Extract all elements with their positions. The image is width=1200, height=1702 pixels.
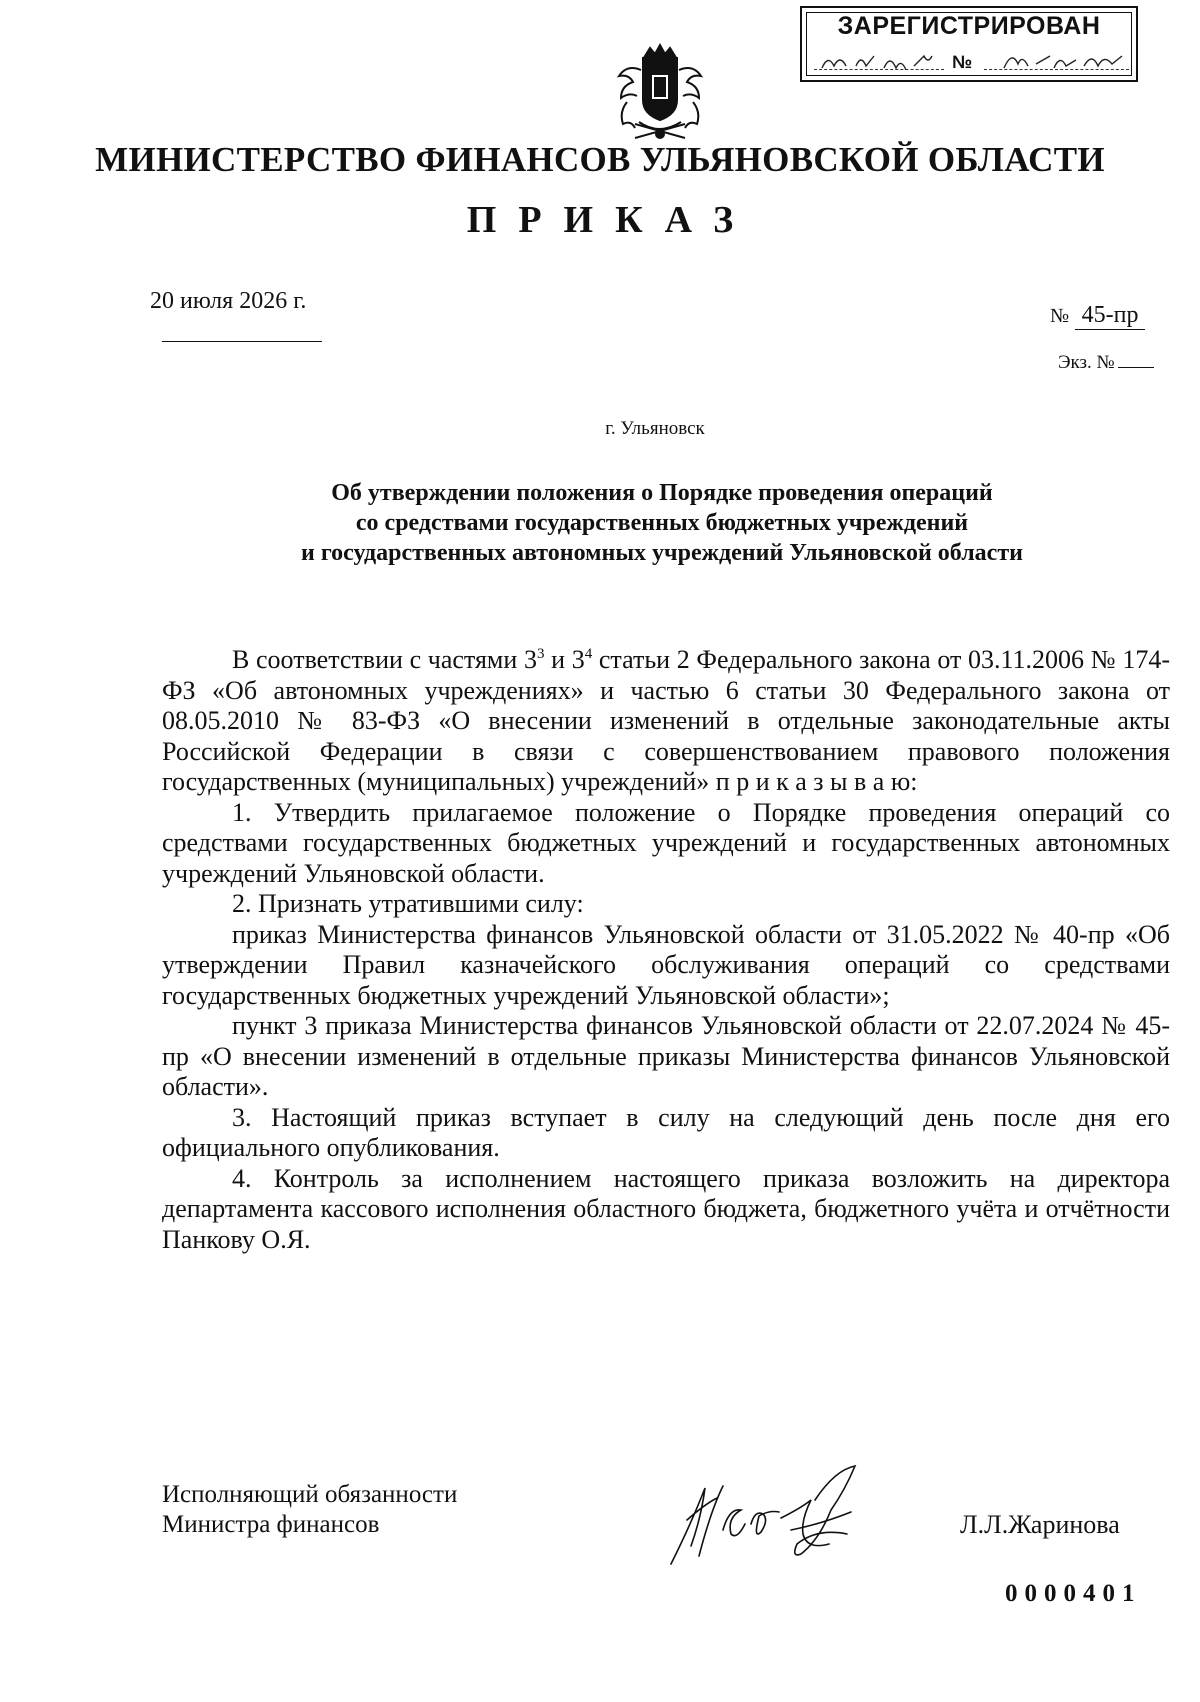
order-verb: п р и к а з ы в а ю: bbox=[715, 767, 918, 796]
copy-number-blank bbox=[1118, 367, 1154, 368]
document-number: 45-пр bbox=[1075, 302, 1145, 330]
copy-number-block bbox=[1058, 352, 1154, 374]
coat-of-arms-emblem-icon bbox=[605, 42, 715, 148]
superscript: 3 bbox=[536, 646, 545, 662]
body-paragraph: 1. Утвердить прилагаемое положение о Порядке проведения операций со средствами государственных бюджетных учреждений и государственных автономных учреждений Ульяновской области. bbox=[162, 797, 1170, 888]
subject-line: со средствами государственных бюджетных учреждений bbox=[355, 510, 969, 536]
body-paragraph: пункт 3 приказа Министерства финансов Ульяновской области от 22.07.2024 № 45-пр «О внесении изменений в отдельные приказы Министерства финансов Ульяновской области». bbox=[162, 1011, 1170, 1101]
registration-stamp bbox=[800, 6, 1138, 82]
document-number-block bbox=[1050, 302, 1145, 330]
handwritten-signature bbox=[665, 1460, 890, 1575]
body-paragraph: 3. Настоящий приказ вступает в силу на следующий день после дня его официального опубликования. bbox=[162, 1102, 1170, 1162]
ministry-heading: МИНИСТЕРСТВО ФИНАНСОВ УЛЬЯНОВСКОЙ ОБЛАСТИ bbox=[95, 140, 1105, 179]
body-paragraph: приказ Министерства финансов Ульяновской области от 31.05.2022 № 40-пр «Об утверждении Правил казначейского обслуживания операций со средствами государственных бюджетных учреждений Ульяновской области»; bbox=[162, 919, 1170, 1010]
signer-name: Л.Л.Жаринова bbox=[960, 1510, 1120, 1539]
body-paragraph: 2. Признать утратившими силу: bbox=[232, 889, 584, 918]
preamble-paragraph: В соответствии с частями $3^3$ и $3^4$ статьи 2 Федерального закона от 03.11.2006 № 174-ФЗ «Об автономных учреждениях» и частью 6 статьи 30 Федерального закона от 08.05.2010 № 83-ФЗ «О внесении изменений в отдельные законодательные акты Российской Федерации в связи с совершенствованием правового положения государственных (муниципальных) учреждений» п р и к а з ы в а ю: bbox=[162, 645, 1171, 796]
subject-line: Об утверждении положения о Порядке проведения операций bbox=[331, 480, 993, 506]
stamp-number-sign: № bbox=[952, 52, 973, 72]
signer-title-line: Министра финансов bbox=[162, 1511, 380, 1538]
signer-title-line: Исполняющий обязанности bbox=[162, 1481, 458, 1508]
serial-number: 0000401 bbox=[1005, 1580, 1142, 1607]
document-date: 20 июля 2026 г. bbox=[150, 288, 307, 314]
stamp-handwriting-scribble bbox=[814, 48, 1134, 74]
document-type-heading: ПРИКАЗ bbox=[466, 199, 756, 241]
copy-number-label: Экз. № bbox=[1058, 352, 1115, 373]
document-body bbox=[162, 645, 1170, 1255]
document-city: г. Ульяновск bbox=[605, 418, 705, 439]
number-sign: № bbox=[1050, 305, 1070, 327]
stamp-title: ЗАРЕГИСТРИРОВАН bbox=[837, 12, 1101, 40]
signer-title bbox=[162, 1480, 457, 1540]
stamp-handwritten-line bbox=[814, 52, 1124, 74]
superscript: 4 bbox=[584, 646, 593, 662]
document-subject bbox=[230, 478, 1094, 568]
body-paragraph: 4. Контроль за исполнением настоящего приказа возложить на директора департамента кассового исполнения областного бюджета, бюджетного учёта и отчётности Панкову О.Я. bbox=[162, 1163, 1170, 1254]
date-underline bbox=[162, 341, 322, 342]
subject-line: и государственных автономных учреждений Ульяновской области bbox=[301, 540, 1023, 566]
